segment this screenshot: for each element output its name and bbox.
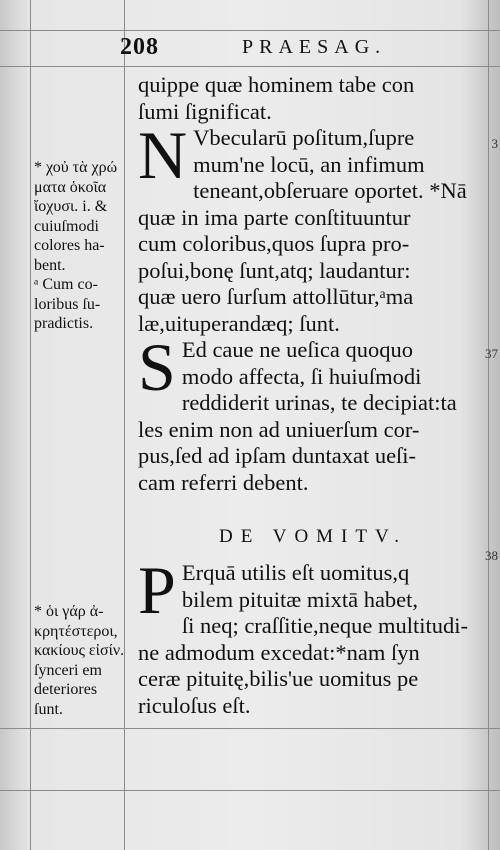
text-line: Ed caue ne ueſica quoquo: [181, 337, 413, 362]
margin-note-line: loribus ſu-: [34, 295, 101, 313]
drop-cap: S: [138, 329, 176, 405]
text-line: reddiderit urinas, te decipiat:ta: [181, 390, 457, 415]
text-line: quippe quæ hominem tabe con: [138, 72, 415, 97]
text-line: læ,uituperandæq; ſunt.: [138, 310, 340, 336]
margin-note-line: ματα ὁκοῖα: [34, 178, 107, 196]
text-line: Vbecularū poſitum,ſupre: [193, 125, 415, 150]
margin-note-line: * χοὐ τὰ χρώ: [34, 159, 118, 176]
text-line: cam referri debent.: [138, 469, 309, 495]
paragraph-4: [138, 552, 488, 719]
page-header: [120, 34, 480, 64]
text-line: quæ uero ſurſum attollūtur,ᵃma: [138, 284, 414, 309]
margin-note-line: ſunt.: [34, 700, 63, 718]
text-line: teneant,obſeruare oportet. *Nā: [193, 178, 467, 203]
text-line: modo affecta, ſi huiuſmodi: [181, 363, 422, 389]
edge-mark: 38: [485, 548, 498, 563]
margin-note-line: ᵃ Cum co-: [34, 276, 98, 293]
text-line: ceræ pituitę,bilis'ue uomitus pe: [138, 666, 419, 691]
margin-note-line: deteriores: [34, 681, 98, 698]
drop-cap: N: [138, 117, 188, 193]
text-line: bilem pituitæ mixtā habet,: [181, 586, 419, 612]
margin-note-line: bent.: [34, 256, 66, 274]
drop-cap: P: [138, 552, 176, 628]
frame-rule-bottom: [0, 728, 500, 729]
main-text: [138, 72, 488, 719]
margin-note-line: colores ha-: [34, 237, 105, 254]
text-line: cum coloribus,quos ſupra pro-: [138, 231, 410, 256]
frame-rule-margin: [124, 0, 125, 850]
text-line: quæ in ima parte conſtituuntur: [138, 204, 411, 230]
text-line: riculoſus eſt.: [138, 692, 251, 718]
page-number: 208: [120, 34, 159, 60]
text-line: Erquā utilis eſt uomitus,q: [181, 560, 410, 585]
frame-rule-top: [0, 66, 500, 67]
text-line: pus,ſed ad ipſam duntaxat ueſi-: [138, 443, 417, 468]
paragraph-1: [138, 72, 488, 125]
frame-rule-bottom-outer: [0, 790, 500, 791]
paragraph-2: [138, 117, 488, 337]
frame-rule-right: [488, 0, 489, 850]
frame-rule-left: [30, 0, 31, 850]
running-title: PRAESAG.: [242, 36, 387, 58]
margin-note-2: [34, 602, 126, 719]
edge-mark: 37: [485, 346, 498, 361]
text-line: mum'ne locū, an infimum: [193, 151, 425, 177]
frame-rule-top-outer: [0, 30, 500, 31]
margin-note-line: cuiuſmodi: [34, 217, 99, 235]
margin-note-1: [34, 158, 126, 334]
margin-note-line: pradictis.: [34, 315, 94, 332]
text-line: les enim non ad uniuerſum cor-: [138, 416, 420, 442]
text-line: ſumi ſignificat.: [138, 98, 272, 124]
margin-note-line: κρητέστεροι,: [34, 622, 118, 640]
margin-note-line: κακίους εἰσίν.: [34, 642, 125, 659]
margin-note-line: ἴοχυσι. i. &: [34, 198, 108, 215]
text-line: ne admodum excedat:*nam ſyn: [138, 639, 420, 665]
section-heading: DE VOMITV.: [218, 526, 408, 547]
margin-note-line: ſynceri em: [34, 661, 102, 679]
margin-note-line: * ὁι γάρ ἀ-: [34, 603, 104, 620]
edge-mark: 3: [491, 136, 498, 151]
text-line: poſui,bonę ſunt,atq; laudantur:: [138, 257, 411, 283]
text-line: ſi neq; craſſitie,neque multitudi-: [181, 613, 468, 638]
paragraph-3: [138, 329, 488, 496]
